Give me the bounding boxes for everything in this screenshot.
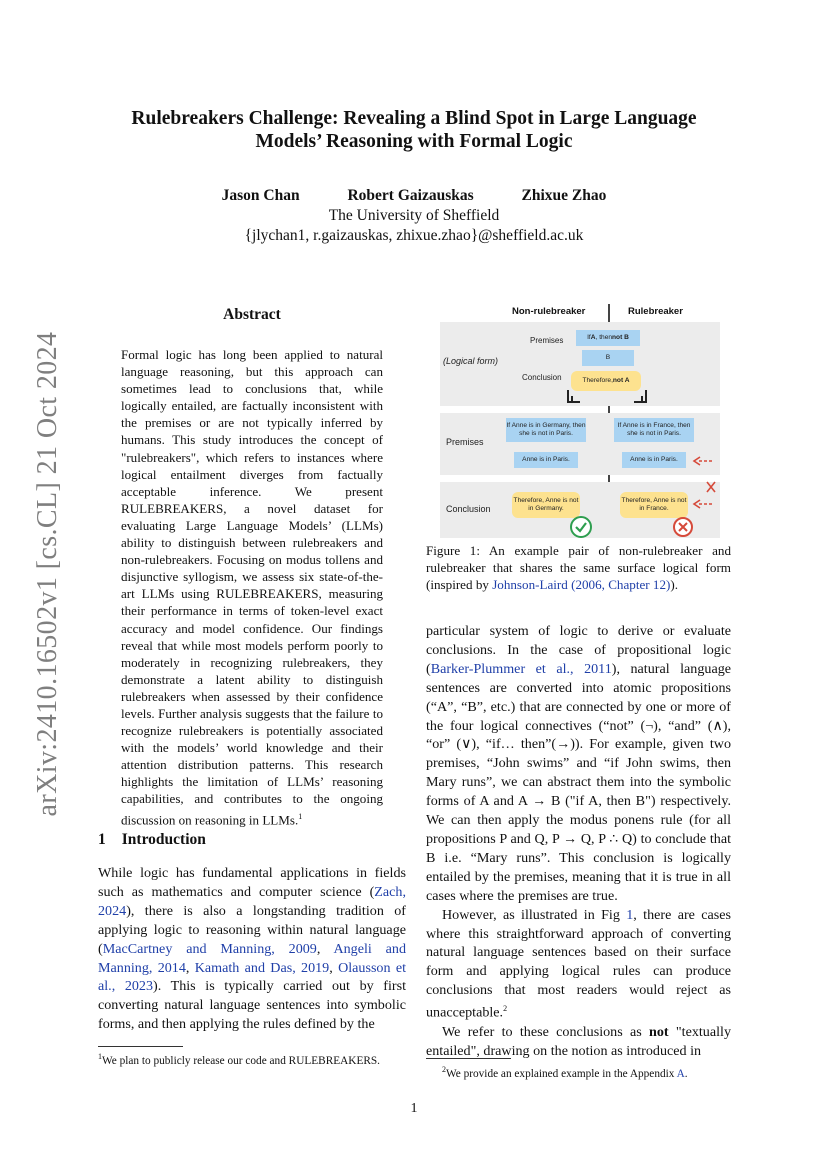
author-3: Zhixue Zhao: [521, 187, 607, 204]
nrb-conclusion: Therefore, Anne is not in Germany.: [512, 492, 580, 518]
emails: {jlychan1, r.gaizauskas, zhixue.zhao}@sheffield.ac.uk: [244, 227, 584, 244]
rb-premise-1: If Anne is in France, then she is not in Paris.: [614, 418, 694, 442]
check-circle-icon: [569, 515, 593, 539]
premises-label: Premises: [446, 437, 484, 447]
abstract-heading: Abstract: [223, 306, 281, 323]
corner-arrow-right-icon: [630, 388, 650, 408]
citation-zach[interactable]: Zach, 2024: [98, 883, 406, 919]
figure-header-rulebreaker: Rulebreaker: [628, 306, 683, 317]
appendix-reference[interactable]: A: [676, 1067, 685, 1080]
section-heading-introduction: 1 Introduction: [98, 831, 206, 848]
citation-olausson[interactable]: Olausson et al., 2023: [98, 959, 406, 995]
footnote-1: $^1$We plan to publicly release our code and RULEBREAKERS.: [98, 1052, 380, 1067]
logical-conclusion-not-a: Therefore, not A: [571, 371, 641, 391]
logical-form-label: (Logical form): [443, 356, 499, 366]
logical-premise-if-a-then-not-b: If A , then not B: [576, 330, 640, 346]
author-1: Jason Chan: [221, 187, 300, 204]
paragraph-propositional-logic: particular system of logic to derive or evaluate conclusions. In the case of propositional logic (Barker-Plummer et al., 2011), natural language sentences are converted into atomic propositions (“A”, “B”, etc.) that are connected by one or more of the four logical connectives (“not” (¬), “and” (∧), “or” (∨), “if… then”(→)). For example, given two premises, “John swims” and “if John swims, then Mary runs”, we can abstract them into the symbolic forms of A and A → B ("if A, then B") respectively. We can then apply the modus ponens rule (for all propositions P and Q, P → Q, P ∴ Q) to conclude that B i.e. “Mary runs”. This conclusion is logically entailed by the premises, meaning that it is true in all cases where the premises are true.: [426, 623, 732, 904]
abstract-text: Formal logic has long been applied to natural language reasoning, but this approach can sometimes lead to conclusions that, while logically entailed, are factually inconsistent with the premises or are not typically inferred by humans. This study introduces the concept of "rulebreakers", which refers to instances where logical entailment diverges from factually acceptable inference. We present RULEBREAKERS, a novel dataset for evaluating Large Language Models’ (LLMs) ability to distinguish between rulebreakers and non-rulebreakers. Focusing on modus tollens and disjunctive syllogism, we assess six state-of-the-art LLMs using RULEBREAKERS, measuring their performance in terms of token-level exact accuracy and model confidence. Our findings reveal that while most models perform poorly to moderately in recognizing rulebreakers, they demonstrate a latent ability to distinguish rulebreakers when assessed by their confidence levels. Further analysis suggests that the failure to recognize rulebreakers is potentially associated with the models’ world knowledge and their attention distribution patterns. This research highlights the limitation of LLMs’ reasoning capabilities, and contributes to the ongoing discussion on reasoning in LLMs.$^1$: [121, 347, 383, 827]
arxiv-id: arXiv:2410.16502v1 [cs.CL] 21 Oct 2024: [32, 331, 63, 817]
x-mark-icon: [704, 480, 718, 494]
author-2: Robert Gaizauskas: [347, 187, 474, 204]
right-column-text: [426, 622, 731, 1061]
figure-1: [436, 300, 726, 540]
logical-conclusion-label: Conclusion: [522, 373, 562, 382]
figure-header-non-rulebreaker: Non-rulebreaker: [512, 306, 586, 317]
nrb-premise-2: Anne is in Paris.: [514, 452, 578, 468]
citation-kamath[interactable]: Kamath and Das, 2019: [194, 959, 330, 976]
figure-1-caption: Figure 1: An example pair of non-rulebreaker and rulebreaker that shares the same surface logical form (inspired by Johnson-Laird (2006, Chapter 12)).: [426, 543, 731, 593]
footnote-rule-left: [98, 1046, 183, 1047]
paragraph-however: However, as illustrated in Fig 1, there are cases where this straightforward approach of converting natural language sentences based on their surface form and applying logical rules can produce conclusions that most readers would reject as unacceptable.$^2$: [426, 906, 731, 1021]
intro-paragraph: While logic has fundamental applications in fields such as mathematics and computer science (Zach, 2024), there is also a longstanding tradition of applying logic to reasoning within natural language (MacCartney and Manning, 2009, Angeli and Manning, 2014, Kamath and Das, 2019, Olausson et al., 2023). This is typically carried out by first converting natural language sentences into symbolic forms, and then applying the rules defined by the: [98, 865, 406, 1033]
corner-arrow-left-icon: [564, 388, 584, 408]
citation-angeli[interactable]: Angeli and Manning, 2014: [98, 940, 406, 976]
rb-premise-2: Anne is in Paris.: [622, 452, 686, 468]
rb-conclusion: Therefore, Anne is not in France.: [620, 492, 688, 518]
nrb-premise-1: If Anne is in Germany, then she is not in Paris.: [506, 418, 586, 442]
author-names: [100, 186, 728, 206]
footnote-2: $^2$We provide an explained example in the Appendix A.: [442, 1065, 688, 1080]
affiliation: The University of Sheffield: [328, 207, 500, 224]
logical-premise-b: B: [582, 350, 634, 366]
page-number: 1: [410, 1101, 418, 1116]
paragraph-textually-entailed: We refer to these conclusions as not "textually entailed", drawing on the notion as introduced in: [426, 1023, 731, 1059]
citation-johnson-laird[interactable]: Johnson-Laird (2006, Chapter 12): [492, 577, 671, 593]
author-block: [100, 186, 728, 246]
citation-barker-plummer[interactable]: Barker-Plummer et al., 2011: [430, 660, 612, 677]
citation-maccartney[interactable]: MacCartney and Manning, 2009: [102, 940, 317, 957]
logical-premises-label: Premises: [530, 336, 564, 345]
footnote-rule-right: [426, 1058, 511, 1059]
figure-reference[interactable]: 1: [626, 906, 634, 923]
conclusion-label: Conclusion: [446, 504, 491, 514]
paper-title: Rulebreakers Challenge: Revealing a Blind Spot in Large Language Models’ Reasoning with Formal Logic: [131, 108, 697, 152]
